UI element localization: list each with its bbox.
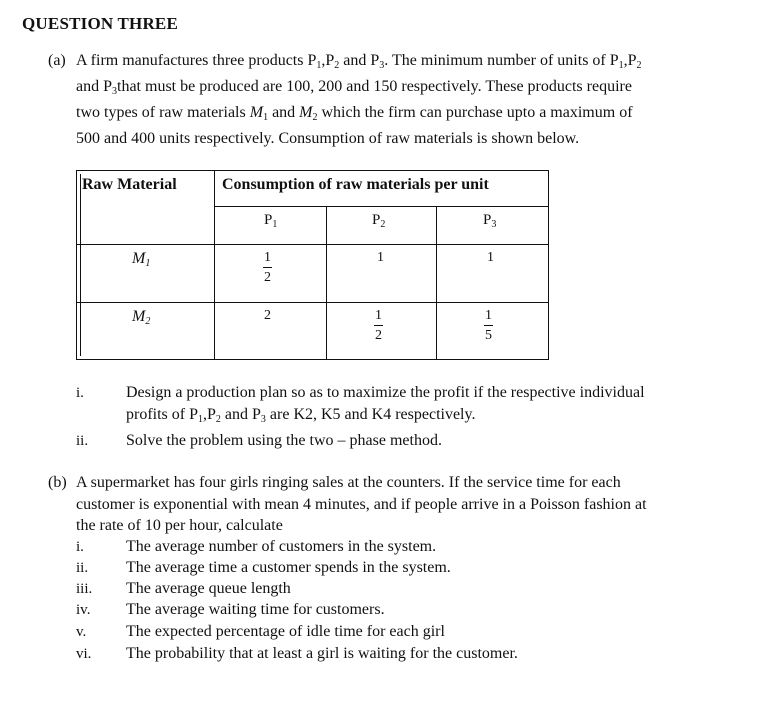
item-b-iii-num: iii. [76,581,93,597]
cell-m1-p1: 1 2 [264,250,271,285]
column-p2: $P_2$ [372,212,386,230]
item-b-iii-text: The average queue length [126,580,291,597]
part-b-line-2: customer is exponential with mean 4 minutes, and if people arrive in a Poisson fashion at [76,496,647,513]
item-b-vi-num: vi. [76,646,92,662]
cell-m1-p3: 1 [487,250,494,265]
consumption-table [76,170,549,360]
item-b-iv-text: The average waiting time for customers. [126,601,385,618]
item-b-vi-text: The probability that at least a girl is waiting for the customer. [126,645,518,662]
item-a-ii-num: ii. [76,433,89,449]
cell-m2-p2: 1 2 [375,308,382,343]
part-a-line-4: 500 and 400 units respectively. Consumption of raw materials is shown below. [76,130,580,147]
part-b-line-1: A supermarket has four girls ringing sales at the counters. If the service time for each [76,474,621,491]
item-b-i-text: The average number of customers in the system. [126,538,437,555]
part-a-label: (a) [48,52,66,69]
item-b-v-num: v. [76,624,87,640]
cell-m2-p3: 1 5 [485,308,492,343]
part-b-line-3: the rate of 10 per hour, calculate [76,517,283,534]
column-p3: $P_3$ [483,212,497,230]
item-b-ii-num: ii. [76,560,89,576]
part-a-line-3: two types of raw materials $M_1$ and $M_2$ which the firm can purchase upto a maximum of [76,104,633,123]
header-raw-material: Raw Material [82,176,177,193]
item-b-v-text: The expected percentage of idle time for each girl [126,623,445,640]
cell-m1-p2: 1 [377,250,384,265]
row-m2-label: $M_2$ [132,308,151,327]
part-b-label: (b) [48,474,67,491]
part-a-line-1: A firm manufactures three products $P_1,P_2$ and $P_3$. The minimum number of units of $P_1,P_2$ [76,52,642,71]
cell-m2-p1: 2 [264,308,271,323]
item-a-i-line-1: Design a production plan so as to maximize the profit if the respective individual [126,384,645,401]
page-title: QUESTION THREE [22,14,179,33]
part-a-line-2: and $P_3that$ must be produced are 100, 200 and 150 respectively. These products require [76,78,632,97]
column-p1: $P_1$ [264,212,278,230]
item-a-i-num: i. [76,385,84,401]
item-a-ii-text: Solve the problem using the two – phase method. [126,432,442,449]
item-b-iv-num: iv. [76,602,91,618]
item-a-i-line-2: profits of $P_1,P_2$ and $P_3$ are K2, K5 and K4 respectively. [126,406,476,425]
item-b-ii-text: The average time a customer spends in the system. [126,559,451,576]
header-consumption: Consumption of raw materials per unit [222,176,489,193]
row-m1-label: $M_1$ [132,250,151,269]
item-b-i-num: i. [76,539,84,555]
